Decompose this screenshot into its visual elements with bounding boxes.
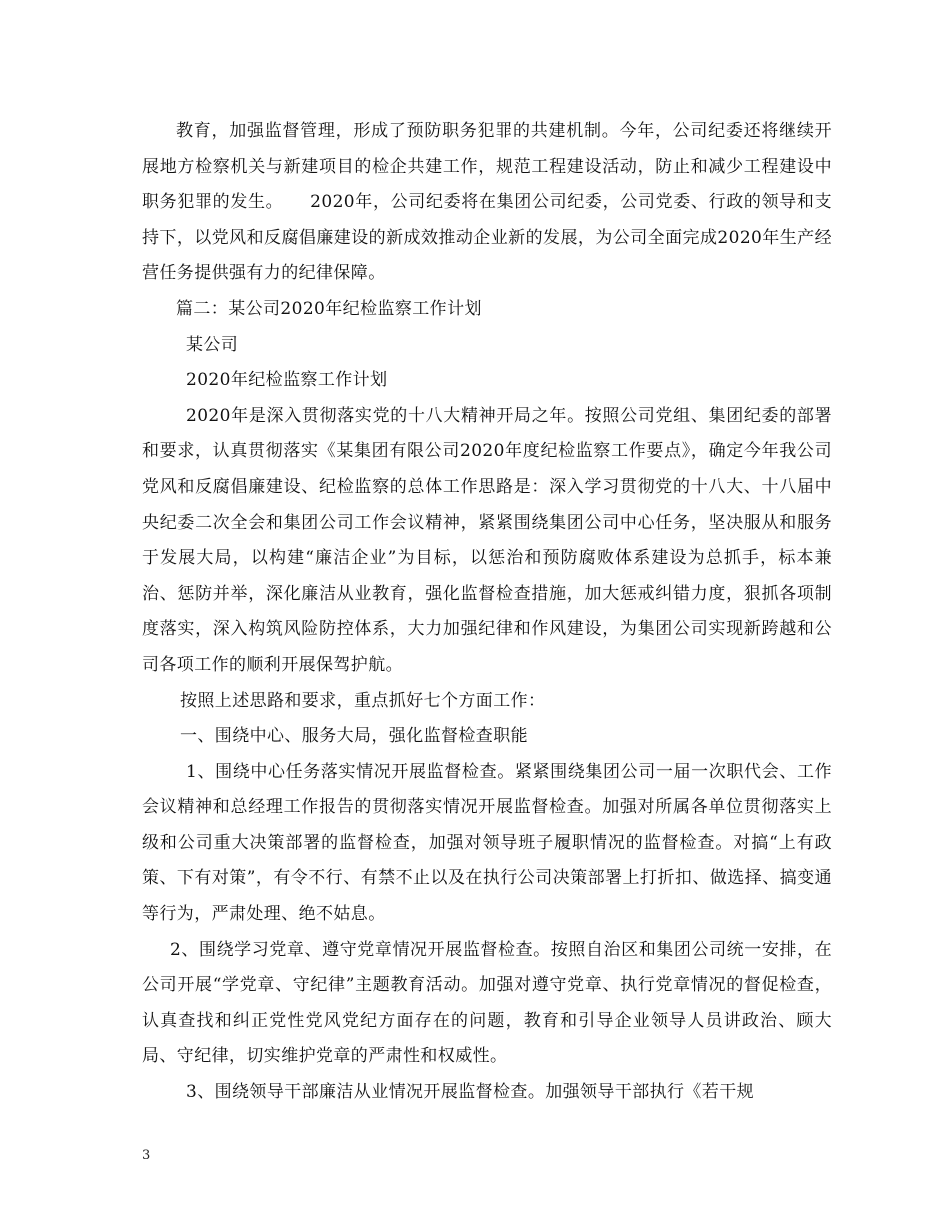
paragraph-item-2: 2、围绕学习党章、遵守党章情况开展监督检查。按照自治区和集团公司统一安排，在公司开展“学党章、守纪律”主题教育活动。加强对遵守党章、执行党章情况的督促检查，认真查找和纠正党性党风党纪方面存在的问题，教育和引导企业领导人员讲政治、顾大局、守纪律，切实维护党章的严肃性和权威性。 <box>142 939 832 1067</box>
document-plan-title: 2020年纪检监察工作计划 <box>186 370 388 391</box>
page-number: 3 <box>142 1148 151 1163</box>
paragraph-seven-aspects: 按照上述思路和要求，重点抓好七个方面工作： <box>180 690 546 711</box>
heading-section-one: 一、围绕中心、服务大局，强化监督检查职能 <box>180 726 528 747</box>
paragraph-item-3: 3、围绕领导干部廉洁从业情况开展监督检查。加强领导干部执行《若干规 <box>186 1082 755 1103</box>
section-heading-part-two: 篇二：某公司2020年纪检监察工作计划 <box>176 298 482 319</box>
paragraph-intro-continuation: 教育，加强监督管理，形成了预防职务犯罪的共建机制。今年，公司纪委还将继续开展地方检察机关与新建项目的检企共建工作，规范工程建设活动，防止和减少工程建设中职务犯罪的发生。 2020年，公司纪委将在集团公司纪委，公司党委、行政的领导和支持下，以党风和反腐倡廉建设的新成效推动企业新的发展，为公司全面完成2020年生产经营任务提供强有力的纪律保障。 <box>142 121 832 284</box>
paragraph-overall-approach: 2020年是深入贯彻落实党的十八大精神开局之年。按照公司党组、集团纪委的部署和要求，认真贯彻落实《某集团有限公司2020年度纪检监察工作要点》，确定今年我公司党风和反腐倡廉建设、纪检监察的总体工作思路是：深入学习贯彻党的十八大、十八届中央纪委二次全会和集团公司工作会议精神，紧紧围绕集团公司中心任务，坚决服从和服务于发展大局，以构建“廉洁企业”为目标，以惩治和预防腐败体系建设为总抓手，标本兼治、惩防并举，深化廉洁从业教育，强化监督检查措施，加大惩戒纠错力度，狠抓各项制度落实，深入构筑风险防控体系，大力加强纪律和作风建设，为集团公司实现新跨越和公司各项工作的顺利开展保驾护航。 <box>142 405 832 675</box>
document-company-name: 某公司 <box>186 334 239 355</box>
document-body <box>142 114 832 1111</box>
paragraph-item-1: 1、围绕中心任务落实情况开展监督检查。紧紧围绕集团公司一届一次职代会、工作会议精神和总经理工作报告的贯彻落实情况开展监督检查。加强对所属各单位贯彻落实上级和公司重大决策部署的监督检查，加强对领导班子履职情况的监督检查。对搞“上有政策、下有对策”，有令不行、有禁不止以及在执行公司决策部署上打折扣、做选择、搞变通等行为，严肃处理、绝不姑息。 <box>142 761 832 925</box>
